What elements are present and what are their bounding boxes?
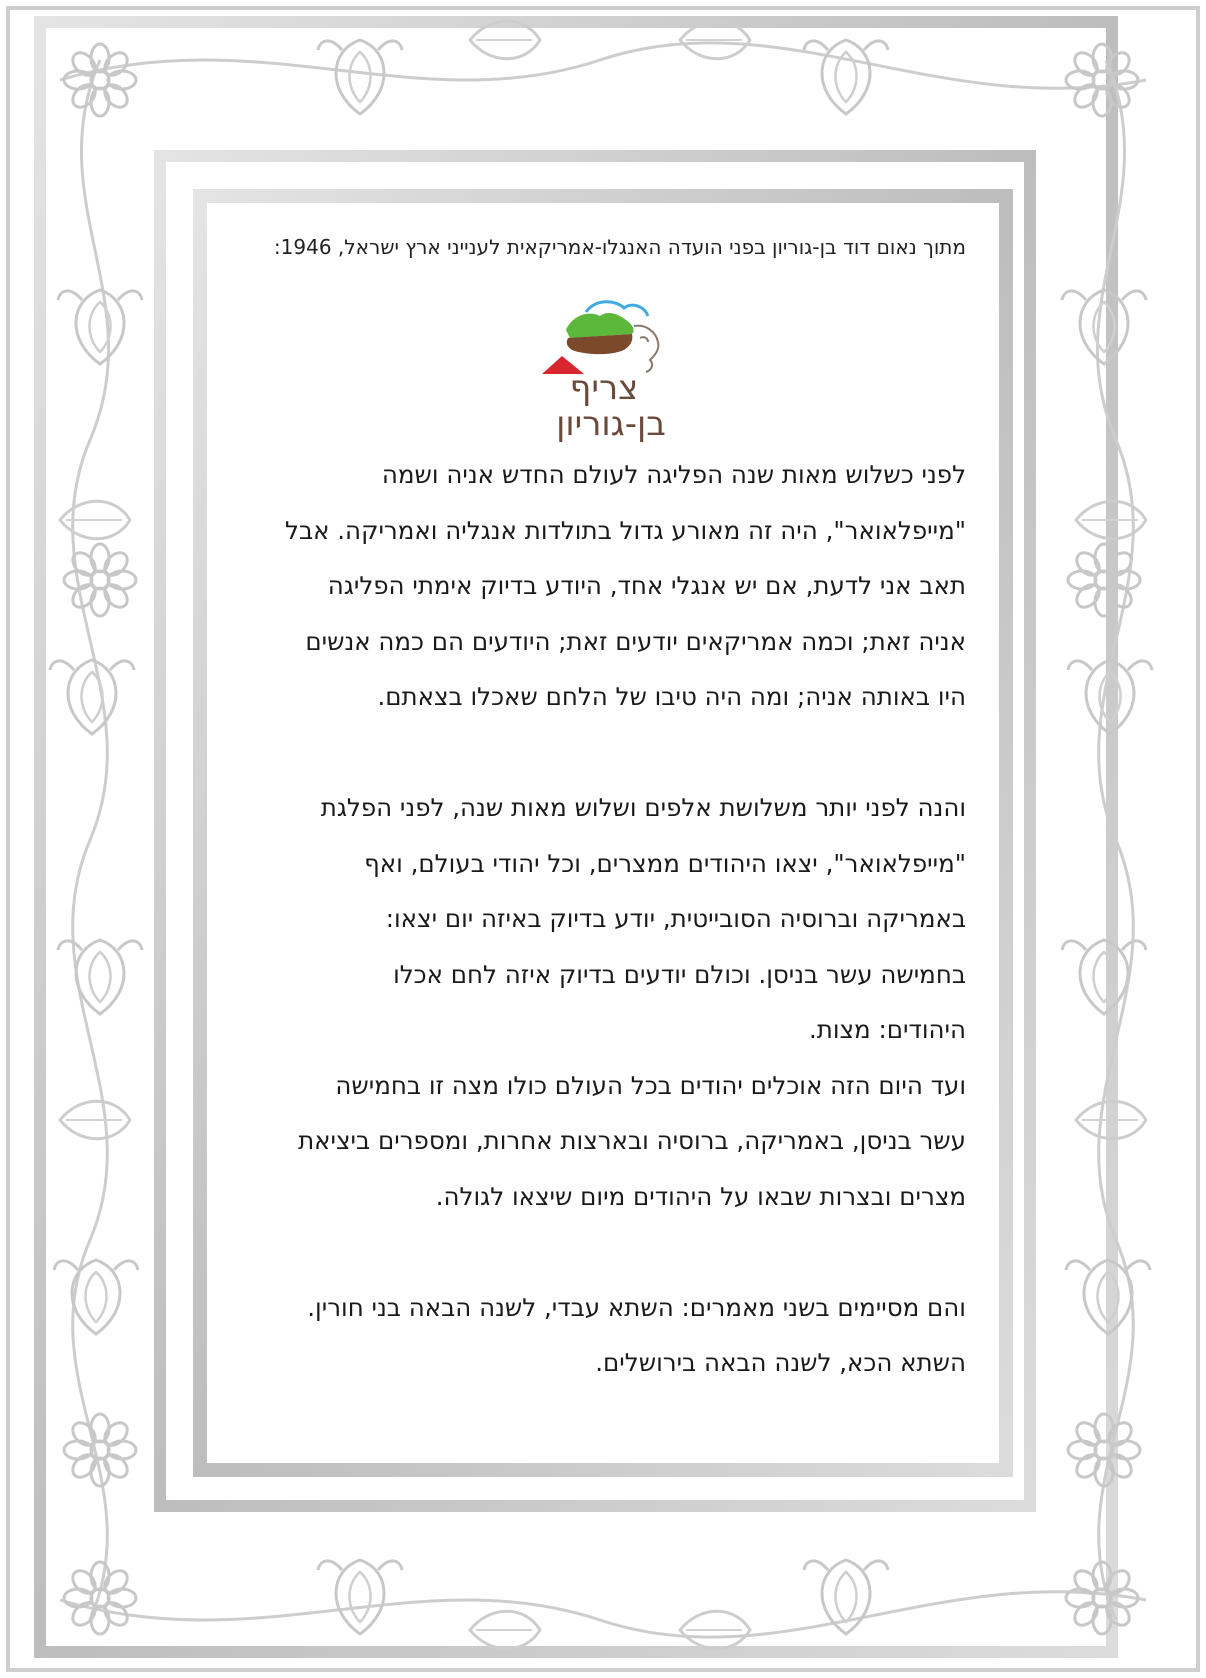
text-line: לפני כשלוש מאות שנה הפליגה לעולם החדש אניה ושמה (381, 460, 966, 489)
text-line: ועד היום הזה אוכלים יהודים בכל העולם כולו מצה זו בחמישה (335, 1070, 966, 1100)
speech-body (240, 447, 966, 1391)
logo-word-ben-gurion: בן-גוריון (556, 404, 666, 444)
text-line: השתא הכא, לשנה הבאה בירושלים. (595, 1348, 966, 1377)
text-line: מצרים ובצרות שבאו על היהודים מיום שיצאו לגולה. (435, 1181, 966, 1211)
ben-gurion-hut-logo (536, 294, 686, 444)
paragraph-spacer (240, 725, 966, 781)
paragraph-mayflower (240, 447, 966, 725)
text-line: באמריקה וברוסיה הסובייטית, יודע בדיוק באיזה יום יצאו: (385, 904, 966, 933)
logo-emblem-icon (536, 294, 686, 374)
text-line: "מייפלאואר", היה זה מאורע גדול בתולדות אנגליה ואמריקה. אבל (285, 515, 966, 545)
logo-word-hut: צריף (569, 368, 639, 408)
text-line: היו באותה אניה; ומה היה טיבו של הלחם שאכלו בצאתם. (377, 682, 966, 711)
text-line: והם מסיימים בשני מאמרים: השתא עבדי, לשנה הבאה בני חורין. (307, 1292, 966, 1322)
paragraph-exodus (240, 780, 966, 1224)
paragraph-spacer (240, 1224, 966, 1280)
text-line: היהודים: מצות. (808, 1015, 966, 1044)
text-line: תאב אני לדעת, אם יש אנגלי אחד, היודע בדיוק אימתי הפליגה (327, 571, 966, 600)
text-line: בחמישה עשר בניסן. וכולם יודעים בדיוק איזה לחם אכלו (393, 959, 966, 989)
paragraph-closing (240, 1280, 966, 1391)
text-line: והנה לפני יותר משלושת אלפים ושלוש מאות שנה, לפני הפלגת (320, 793, 966, 822)
speech-source-caption: מתוך נאום דוד בן-גוריון בפני הועדה האנגלו-אמריקאית לענייני ארץ ישראל, 1946: (273, 235, 966, 259)
text-line: "מייפלאואר", יצאו היהודים ממצרים, וכל יהודי בעולם, ואף (364, 848, 966, 878)
document-content (240, 232, 966, 1412)
text-line: עשר בניסן, באמריקה, ברוסיה ובארצות אחרות, ומספרים ביציאת (298, 1126, 966, 1155)
text-line: אניה זאת; וכמה אמריקאים יודעים זאת; היודעים הם כמה אנשים (305, 626, 966, 656)
